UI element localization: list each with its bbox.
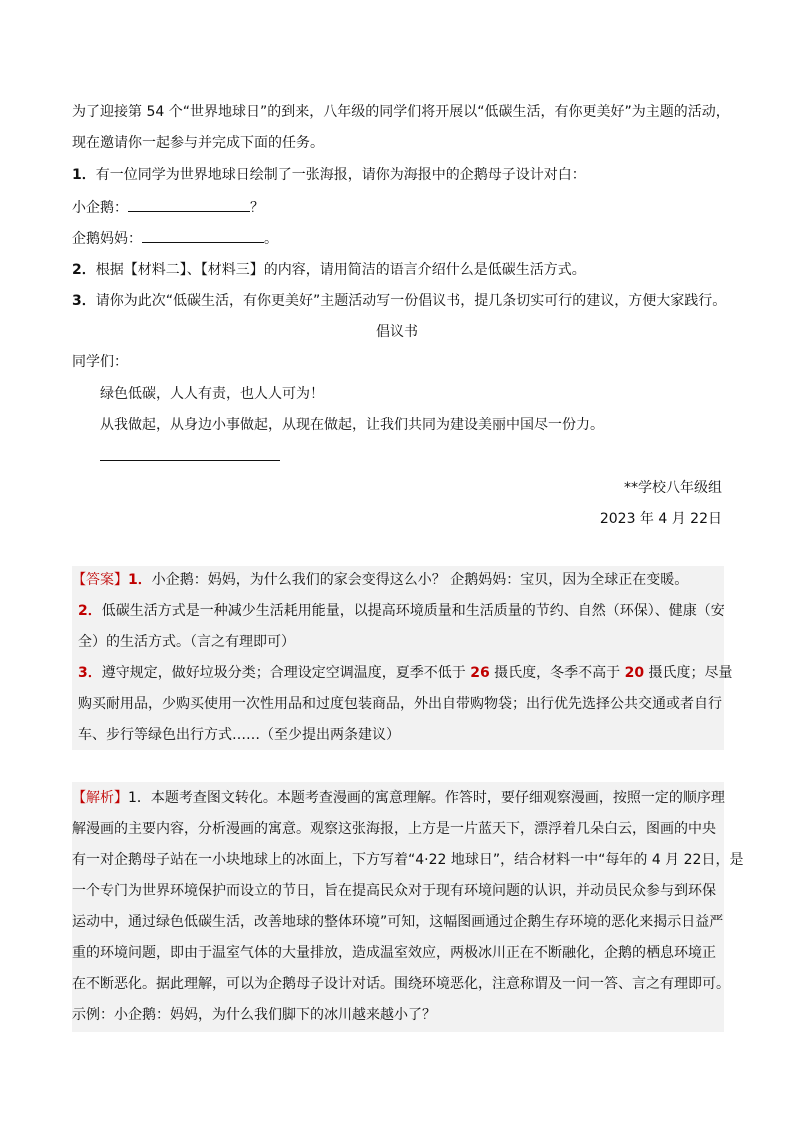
child-label: 小企鹅： — [72, 200, 128, 216]
answer-line-3: 全）的生活方式。（言之有理即可） — [78, 634, 295, 650]
question-text: 根据【材料二】、【材料三】的内容，请用简洁的语言介绍什么是低碳生活方式。 — [95, 262, 586, 278]
analysis-line-4: 一个专门为世界环境保护而设立的节日，旨在提高民众对于现有环境问题的认识，并动员民众参与到环保 — [72, 883, 716, 899]
question-number: 2． — [72, 262, 96, 278]
analysis-text: 1．本题考查图文转化。本题考查漫画的寓意理解。作答时，要仔细观察漫画，按照一定的顺序理 — [128, 790, 725, 806]
child-end-mark: ？ — [250, 200, 264, 216]
question-1 — [72, 165, 586, 185]
answer-text: 摄氏度；尽量 — [644, 665, 733, 681]
analysis-line-7: 在不断恶化。据此理解，可以为企鹅母子设计对话。围绕环境恶化，注意称谓及一问一答、言之有理即可。 — [72, 976, 730, 992]
answer-text: 遵守规定，做好垃圾分类；合理设定空调温度，夏季不低于 — [101, 665, 471, 681]
question-number: 3． — [72, 293, 96, 309]
answer-line-6: 车、步行等绿色出行方式……（至少提出两条建议） — [78, 727, 400, 743]
answer-number: 1． — [128, 572, 152, 588]
question-2 — [72, 260, 586, 280]
summer-temperature: 26 — [470, 665, 490, 681]
answer-text: 摄氏度，冬季不高于 — [489, 665, 625, 681]
answer-text: 小企鹅：妈妈，为什么我们的家会变得这么小？ 企鹅妈妈：宝贝，因为全球正在变暖。 — [151, 572, 689, 588]
analysis-line-3: 有一对企鹅母子站在一小块地球上的冰面上，下方写着“4·22 地球日”，结合材料一中“每年的 4 月 22日，是 — [72, 852, 744, 868]
mother-dialogue-line — [72, 228, 278, 249]
answer-line-1 — [72, 570, 688, 590]
question-number: 1． — [72, 167, 96, 183]
answer-line-2 — [78, 601, 725, 621]
child-answer-blank — [128, 197, 250, 212]
child-dialogue-line — [72, 197, 264, 218]
mother-end-mark: 。 — [264, 231, 278, 247]
answer-number: 3． — [78, 665, 102, 681]
proposal-signature: **学校八年级组 — [624, 480, 722, 496]
proposal-greeting: 同学们： — [72, 354, 128, 370]
analysis-line-1 — [72, 788, 725, 808]
question-text: 请你为此次“低碳生活，有你更美好”主题活动写一份倡议书，提几条切实可行的建议，方便大家践行。 — [95, 293, 727, 309]
mother-answer-blank — [142, 228, 264, 243]
answer-text: 低碳生活方式是一种减少生活耗用能量，以提高环境质量和生活质量的节约、自然（环保）、健康（安 — [101, 603, 725, 619]
mother-label: 企鹅妈妈： — [72, 231, 142, 247]
winter-temperature: 20 — [624, 665, 645, 681]
answer-line-4 — [78, 663, 733, 683]
answer-tag: 【答案】 — [72, 572, 128, 588]
proposal-date: 2023 年 4 月 22日 — [599, 511, 722, 527]
analysis-box — [72, 782, 744, 1032]
proposal-title: 倡议书 — [376, 324, 418, 340]
analysis-line-6: 重的环境问题，即由于温室气体的大量排放，造成温室效应，两极冰川正在不断融化，企鹅的栖息环境正 — [72, 945, 716, 961]
answer-box — [72, 566, 733, 750]
intro-line-2: 现在邀请你一起参与并完成下面的任务。 — [72, 135, 324, 151]
answer-line-5: 购买耐用品，少购买使用一次性用品和过度包装商品，外出自带购物袋；出行优先选择公共交通或者自行 — [78, 696, 722, 712]
analysis-line-8: 示例：小企鹅：妈妈，为什么我们脚下的冰川越来越小了？ — [72, 1007, 436, 1023]
proposal-paragraph-2: 从我做起，从身边小事做起，从现在做起，让我们共同为建设美丽中国尽一份力。 — [100, 417, 604, 433]
proposal-paragraph-1: 绿色低碳，人人有责，也人人可为！ — [100, 386, 324, 402]
question-text: 有一位同学为世界地球日绘制了一张海报，请你为海报中的企鹅母子设计对白： — [95, 167, 586, 183]
analysis-tag: 【解析】 — [72, 790, 128, 806]
analysis-line-5: 运动中，通过绿色低碳生活，改善地球的整体环境”可知，这幅图画通过企鹅生存环境的恶化来揭示日益严 — [72, 914, 724, 930]
question-3 — [72, 291, 726, 311]
answer-number: 2． — [78, 603, 102, 619]
proposal-writing-blank — [100, 460, 280, 461]
analysis-line-2: 解漫画的主要内容，分析漫画的寓意。观察这张海报，上方是一片蓝天下，漂浮着几朵白云，图画的中央 — [72, 821, 716, 837]
intro-line-1: 为了迎接第 54 个“世界地球日”的到来，八年级的同学们将开展以“低碳生活，有你更美好”为主题的活动， — [72, 104, 730, 120]
